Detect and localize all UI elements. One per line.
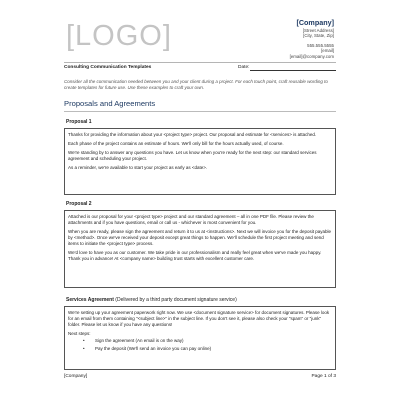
- document-title: Consulting Communication Templates: [64, 65, 152, 70]
- logo-placeholder: [LOGO]: [66, 20, 172, 52]
- phone-number: 555.555.5555: [307, 42, 334, 48]
- city-state-zip: [City, State, Zip]: [303, 33, 334, 39]
- section-title: Proposals and Agreements: [64, 99, 156, 108]
- bullet-icon: •: [83, 345, 85, 351]
- list-item: [68, 346, 332, 352]
- proposal-2-box: [64, 210, 336, 288]
- proposal-2-label: Proposal 2: [66, 201, 92, 207]
- proposal-2-paragraph: When you are ready, please sign the agreement and return it to us at <instructions>. Next we will invoice you for the deposit payable by <method>. Once we've received your deposit except great things to happen. We'll schedule the first project meeting and send items to initiate the <project type> process.: [68, 228, 332, 246]
- title-row: [64, 65, 336, 74]
- next-steps-heading: Next steps:: [68, 330, 91, 336]
- header-divider: [64, 62, 336, 63]
- footer-company: [Company]: [64, 374, 88, 379]
- proposal-1-box: [64, 128, 336, 195]
- email-address[interactable]: [email]@company.com: [289, 53, 334, 59]
- services-agreement-title: Services Agreement: [66, 297, 114, 303]
- services-agreement-label: [66, 297, 237, 303]
- proposal-1-paragraph: We're standing by to answer any questions you have. Let us know when you're ready for the next step: our standard services agreement and scheduling your project.: [68, 149, 317, 161]
- date-field-line[interactable]: [250, 70, 336, 71]
- street-address: [Street Address]: [302, 27, 334, 33]
- page-number: Page 1 of 3: [311, 374, 336, 379]
- proposal-1-paragraph: Each phase of the project contains an estimate of hours. We'll only bill for the hours actually used, of course.: [68, 140, 284, 146]
- company-info: [290, 19, 334, 59]
- date-label: Date:: [238, 65, 250, 70]
- services-agreement-box: [64, 306, 336, 370]
- intro-text: Consider all the communication needed between you and your client during a project. For each touch point, craft reusable wording to create templates for future use. Use these examples to craft your own.: [64, 79, 328, 91]
- proposal-2-paragraph: Attached is our proposal for your <project type> project and our standard agreement – all in one PDF file. Please review the attachments and if you have questions, email or call us - whichever is most convenient for you.: [68, 214, 314, 225]
- step-text: Pay the deposit (We'll send an invoice you can pay online): [95, 345, 212, 351]
- section-divider: [64, 111, 336, 112]
- step-text: Sign the agreement (An email is on the way): [95, 338, 184, 344]
- email-label: [email]: [321, 48, 334, 54]
- proposal-1-label: Proposal 1: [66, 119, 92, 125]
- services-agreement-subtitle: (Delivered by a third party document signature service): [115, 297, 237, 303]
- agreement-paragraph: We're setting up your agreement paperwork right now. We use <document signature service> for document signatures. Please look for an email from them containing "<subject line>" in the subject line. If you don't see it, please also check your "spam" or "junk" folder. Please let us know if you have any questions!: [68, 310, 330, 327]
- bullet-icon: •: [83, 338, 85, 344]
- proposal-2-paragraph: We'd love to have you as our customer. We take pride in our professionalism and really feel great when we've made you happy. Thank you in advance! At <company name> building trust starts with excellent customer care.: [68, 249, 322, 261]
- proposal-1-paragraph: Thanks for providing the information about your <project type> project. Our proposal and estimate for <services> is attached.: [68, 132, 317, 137]
- company-name: [Company]: [296, 18, 334, 27]
- list-item: [68, 338, 332, 344]
- proposal-1-paragraph: As a reminder, we're available to start your project as early as <date>.: [68, 164, 208, 170]
